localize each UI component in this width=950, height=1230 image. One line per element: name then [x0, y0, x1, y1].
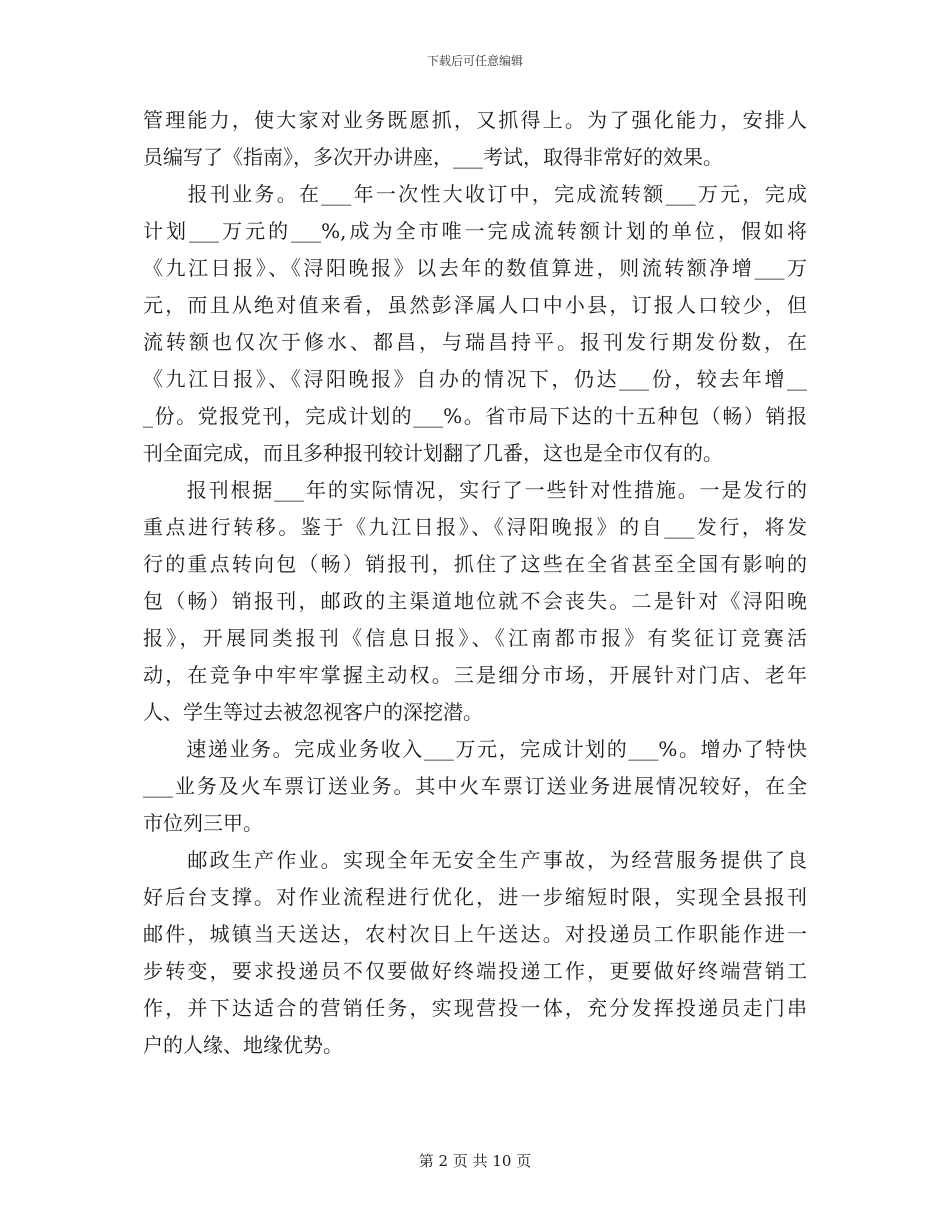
text-line: 报》，开展同类报刊《信息日报》、《江南都市报》有奖征订竞赛活 — [143, 626, 807, 650]
text-line: 报刊根据___年的实际情况，实行了一些针对性措施。一是发行的 — [143, 478, 807, 502]
text-line: 邮政生产作业。实现全年无安全生产事故，为经营服务提供了良 — [143, 848, 807, 872]
text-line: 计划___万元的___%,成为全市唯一完成流转额计划的单位，假如将 — [143, 219, 807, 243]
text-line: 速递业务。完成业务收入___万元，完成计划的___%。增办了特快 — [143, 737, 807, 761]
text-line: ___业务及火车票订送业务。其中火车票订送业务进展情况较好，在全 — [143, 774, 807, 798]
text-line: 步转变，要求投递员不仅要做好终端投递工作，更要做好终端营销工 — [143, 959, 807, 983]
text-line: 员编写了《指南》，多次开办讲座，___考试，取得非常好的效果。 — [143, 145, 723, 169]
page-header-note: 下载后可任意编辑 — [426, 54, 523, 68]
document-body — [143, 102, 807, 1064]
text-line: _份。党报党刊，完成计划的___%。省市局下达的十五种包（畅）销报 — [143, 404, 807, 428]
text-line: 作，并下达适合的营销任务，实现营投一体，充分发挥投递员走门串 — [143, 996, 807, 1020]
page-number: 第 2 页 共 10 页 — [418, 1152, 532, 1170]
text-line: 市位列三甲。 — [143, 811, 263, 835]
text-line: 管理能力，使大家对业务既愿抓，又抓得上。为了强化能力，安排人 — [143, 108, 807, 132]
text-line: 重点进行转移。鉴于《九江日报》、《浔阳晚报》的自___发行，将发 — [143, 515, 807, 539]
text-line: 《九江日报》、《浔阳晚报》自办的情况下，仍达___份，较去年增__ — [143, 367, 807, 391]
text-line: 行的重点转向包（畅）销报刊，抓住了这些在全省甚至全国有影响的 — [143, 552, 807, 576]
text-line: 人、学生等过去被忽视客户的深挖潜。 — [143, 700, 483, 724]
text-line: 好后台支撑。对作业流程进行优化，进一步缩短时限，实现全县报刊 — [143, 885, 807, 909]
text-line: 元，而且从绝对值来看，虽然彭泽属人口中小县，订报人口较少，但 — [143, 293, 807, 317]
text-line: 邮件，城镇当天送达，农村次日上午送达。对投递员工作职能作进一 — [143, 922, 807, 946]
text-line: 刊全面完成，而且多种报刊较计划翻了几番，这也是全市仅有的。 — [143, 441, 723, 465]
text-line: 报刊业务。在___年一次性大收订中，完成流转额___万元，完成 — [143, 182, 807, 206]
text-line: 动，在竞争中牢牢掌握主动权。三是细分市场，开展针对门店、老年 — [143, 663, 807, 687]
text-line: 流转额也仅次于修水、都昌，与瑞昌持平。报刊发行期发份数，在 — [143, 330, 807, 354]
text-line: 户的人缘、地缘优势。 — [143, 1033, 343, 1057]
text-line: 《九江日报》、《浔阳晚报》以去年的数值算进，则流转额净增___万 — [143, 256, 807, 280]
text-line: 包（畅）销报刊，邮政的主渠道地位就不会丧失。二是针对《浔阳晚 — [143, 589, 807, 613]
